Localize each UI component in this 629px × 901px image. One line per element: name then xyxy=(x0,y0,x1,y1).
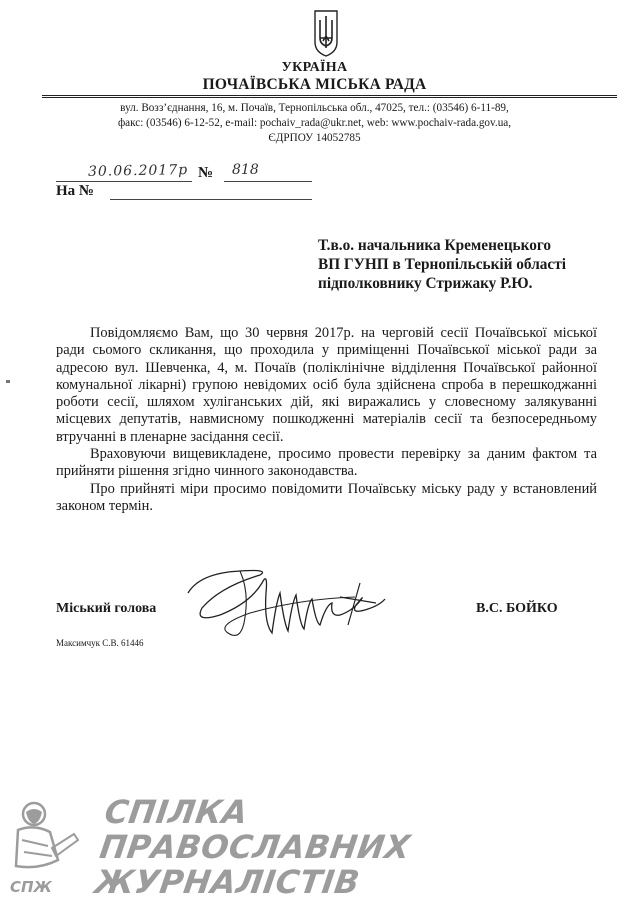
letter-body xyxy=(56,325,597,515)
date-underline xyxy=(56,181,192,182)
registration-date: 30.06.2017р xyxy=(87,162,189,180)
signatory-title: Міський голова xyxy=(56,601,157,616)
addressee-line: Т.в.о. начальника Кременецького xyxy=(318,237,552,254)
header-divider xyxy=(42,97,617,98)
wordmark-line: ЖУРНАЛІСТІВ xyxy=(92,863,363,901)
wordmark-line: ПРАВОСЛАВНИХ xyxy=(97,828,413,866)
executor-note: Максимчук С.В. 61446 xyxy=(56,638,144,648)
council-heading: ПОЧАЇВСЬКА МІСЬКА РАДА xyxy=(202,76,427,93)
body-paragraph: Повідомляємо Вам, що 30 червня 2017р. на черговій сесії Почаївської міської ради сьомого скликання, що проходила у приміщенні Почаївської міської ради за адресою вул. Шевченка, 4, м. Почаїв (поліклінічне відділення Почаївської районної комунальної лікарні) групою невідомих осіб була здійснена спроба в перешкоджанні роботи сесії, шляхом хуліганських дій, які виражались у словесному залякуванні місцевих депутатів, навмисному пошкодженні матеріалів сесії та безпосередньому втручанні в пленарне засідання сесії. xyxy=(56,325,597,445)
edrpou-line: ЄДРПОУ 14052785 xyxy=(268,132,361,144)
body-paragraph: Враховуючи вищевикладене, просимо провести перевірку за даним фактом та прийняти рішення згідно чинного законодавства. xyxy=(56,446,597,480)
wordmark-line: СПІЛКА xyxy=(102,793,251,831)
country-heading: УКРАЇНА xyxy=(281,60,348,75)
journalists-union-wordmark xyxy=(93,795,418,900)
signatory-name: В.С. БОЙКО xyxy=(476,601,558,616)
journalists-union-logo-icon xyxy=(8,800,80,885)
handwritten-signature xyxy=(180,553,390,648)
addressee-block xyxy=(318,236,566,293)
number-label: № xyxy=(198,165,214,181)
address-line: вул. Возз’єднання, 16, м. Почаїв, Тернопільська обл., 47025, тел.: (03546) 6-11-89, xyxy=(120,102,509,114)
addressee-line: ВП ГУНП в Тернопільській області xyxy=(318,256,566,273)
margin-mark xyxy=(6,380,10,383)
header-divider xyxy=(42,95,617,96)
body-paragraph: Про прийняті міри просимо повідомити Почаївську міську раду у встановлений законом термін. xyxy=(56,480,597,514)
registration-number: 818 xyxy=(232,162,259,178)
coat-of-arms-icon xyxy=(312,8,340,58)
reply-to-label: На № xyxy=(56,183,94,199)
logo-abbreviation: СПЖ xyxy=(10,878,52,896)
number-underline xyxy=(224,181,312,182)
contact-line: факс: (03546) 6-12-52, e-mail: pochaiv_rada@ukr.net, web: www.pochaiv-rada.gov.ua, xyxy=(117,117,512,129)
reply-underline xyxy=(110,199,312,200)
addressee-line: підполковнику Стрижаку Р.Ю. xyxy=(318,275,533,292)
